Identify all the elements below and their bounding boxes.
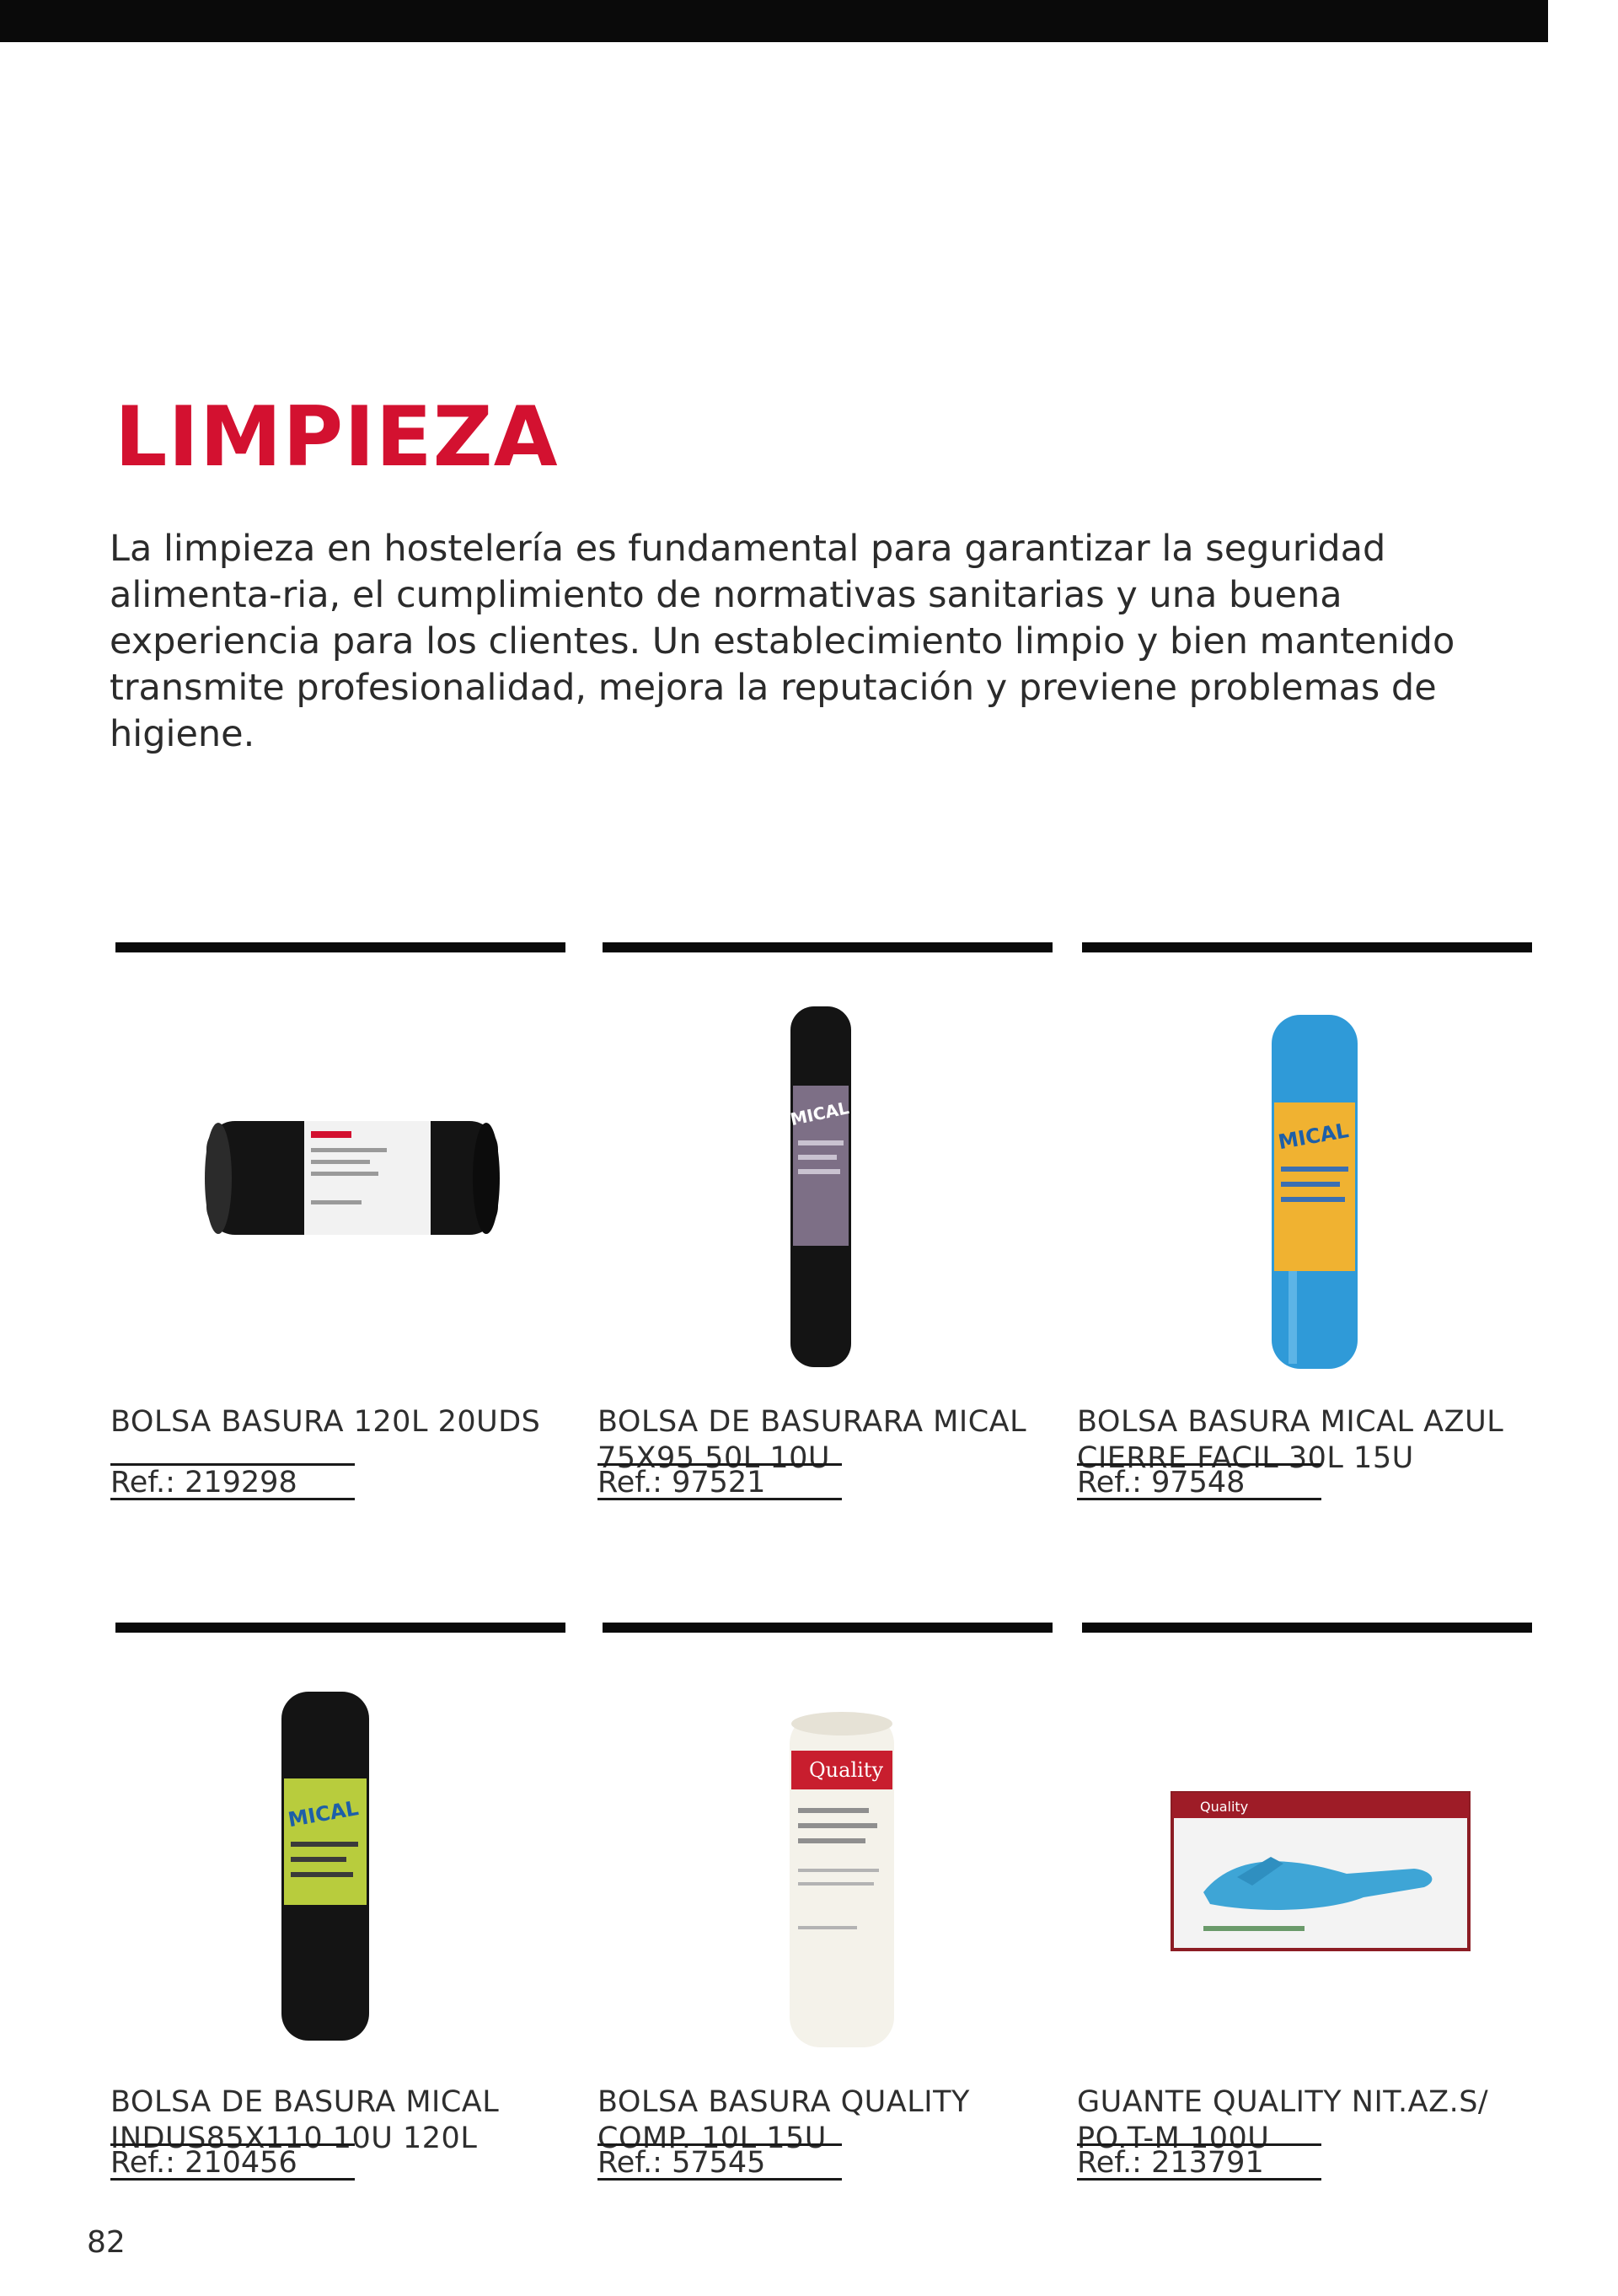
product-brand-label: MICAL xyxy=(286,1796,361,1832)
intro-paragraph: La limpieza en hostelería es fundamental para garantizar la seguridad alimenta-ria, el cumplimiento de normativas sanitarias y una buena experiencia para los clientes. Un establecimiento limpio y bien mantenido transmite profesionalidad, mejora la reputación y previene problemas de higiene. xyxy=(110,528,1455,755)
product-card[interactable] xyxy=(110,942,565,1532)
product-card[interactable] xyxy=(597,942,1053,1532)
product-card[interactable] xyxy=(110,1623,565,2213)
product-name: BOLSA BASURA QUALITY COMP. 10L 15U xyxy=(597,2085,970,2155)
product-brand-label: MICAL xyxy=(1276,1118,1351,1155)
product-ref: Ref.: 210456 xyxy=(110,2143,355,2181)
card-divider xyxy=(115,1623,565,1633)
glove-box-image xyxy=(1111,1648,1498,2069)
trash-bag-roll-image xyxy=(1111,968,1498,1389)
product-card[interactable] xyxy=(1077,1623,1532,2213)
product-brand-label: Quality xyxy=(1200,1799,1249,1815)
product-ref: Ref.: 219298 xyxy=(110,1463,355,1500)
product-name: BOLSA BASURA 120L 20UDS xyxy=(110,1405,541,1439)
card-divider xyxy=(603,942,1053,952)
card-divider xyxy=(603,1623,1053,1633)
trash-bag-roll-image xyxy=(631,968,1019,1389)
product-brand-label: Quality xyxy=(809,1758,883,1782)
product-name: BOLSA DE BASURA MICAL INDUS85X110 10U 120L xyxy=(110,2085,500,2155)
product-name: BOLSA BASURA MICAL AZUL CIERRE FACIL 30L 15U xyxy=(1077,1405,1504,1475)
product-ref: Ref.: 57545 xyxy=(597,2143,842,2181)
product-name: BOLSA DE BASURARA MICAL 75X95 50L 10U xyxy=(597,1405,1027,1475)
product-ref: Ref.: 97548 xyxy=(1077,1463,1321,1500)
page-number: 82 xyxy=(87,2225,126,2260)
product-card[interactable] xyxy=(597,1623,1053,2213)
trash-bag-roll-image xyxy=(144,968,532,1389)
product-card[interactable] xyxy=(1077,942,1532,1532)
trash-bag-roll-image xyxy=(631,1648,1019,2069)
page-title: LIMPIEZA xyxy=(115,389,559,485)
top-bar xyxy=(0,0,1548,42)
card-divider xyxy=(1082,942,1532,952)
card-divider xyxy=(1082,1623,1532,1633)
product-ref: Ref.: 97521 xyxy=(597,1463,842,1500)
card-divider xyxy=(115,942,565,952)
product-ref: Ref.: 213791 xyxy=(1077,2143,1321,2181)
trash-bag-roll-image xyxy=(144,1648,532,2069)
product-name: GUANTE QUALITY NIT.AZ.S/ PO.T-M 100U xyxy=(1077,2085,1489,2155)
product-brand-label: MICAL xyxy=(788,1097,851,1130)
